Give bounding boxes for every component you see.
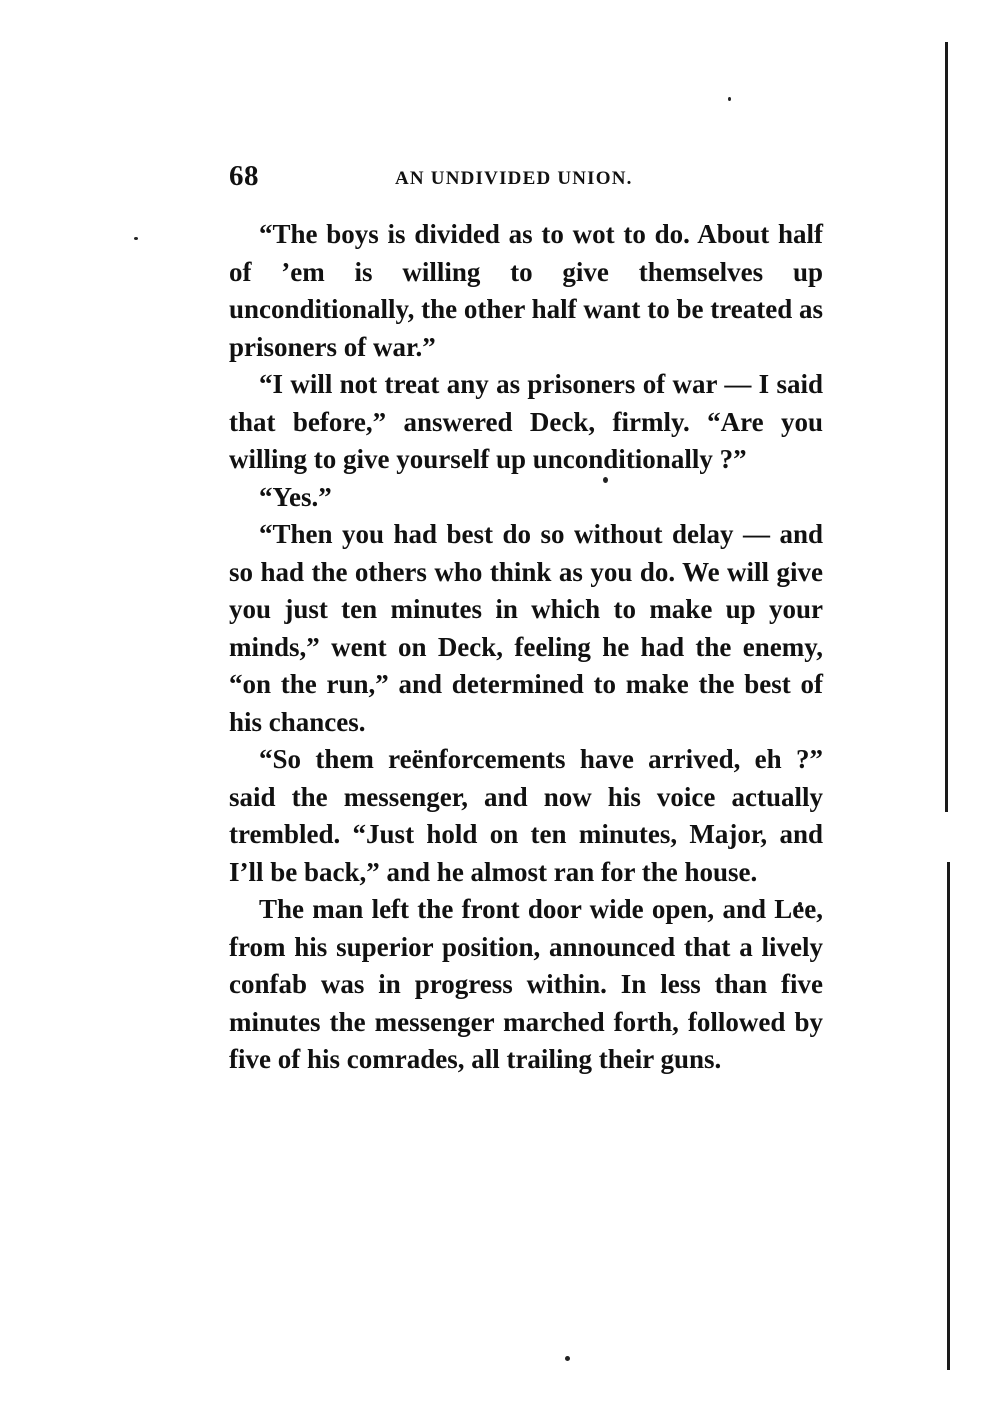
scan-speck bbox=[565, 1356, 570, 1361]
paragraph: “Then you had best do so without delay — and so had the others who think as you do. We will give you just ten minutes in which to make up your minds,” went on Deck, feeling he had the enemy, “on the run,” and determined to make the best of his chances. bbox=[229, 519, 823, 737]
paragraph: “So them reënforcements have arrived, eh ?” said the messenger, and now his voice actually trembled. “Just hold on ten minutes, Major, and I’ll be back,” and he almost ran for the house. bbox=[229, 744, 823, 887]
scan-speck bbox=[728, 97, 731, 101]
page-header bbox=[229, 160, 829, 200]
body-text bbox=[229, 216, 823, 1079]
paragraph: “Yes.” bbox=[259, 481, 332, 512]
scan-edge-line bbox=[945, 42, 948, 812]
scan-speck bbox=[134, 237, 138, 240]
paragraph: “The boys is divided as to wot to do. About half of ’em is willing to give themselves up unconditionally, the other half want to be treated as prisoners of war.” bbox=[229, 219, 823, 362]
paragraph: The man left the front door wide open, and Lee, from his superior position, announced that a lively confab was in progress within. In less than five minutes the messenger marched forth, followed by five of his comrades, all trailing their guns. bbox=[229, 894, 823, 1074]
running-title: AN UNDIVIDED UNION. bbox=[395, 168, 633, 189]
page-number: 68 bbox=[229, 160, 259, 192]
paragraph: “I will not treat any as prisoners of war — I said that before,” answered Deck, firmly. “Are you willing to give yourself up unconditionally ?” bbox=[229, 369, 823, 474]
scan-edge-line bbox=[947, 862, 950, 1370]
